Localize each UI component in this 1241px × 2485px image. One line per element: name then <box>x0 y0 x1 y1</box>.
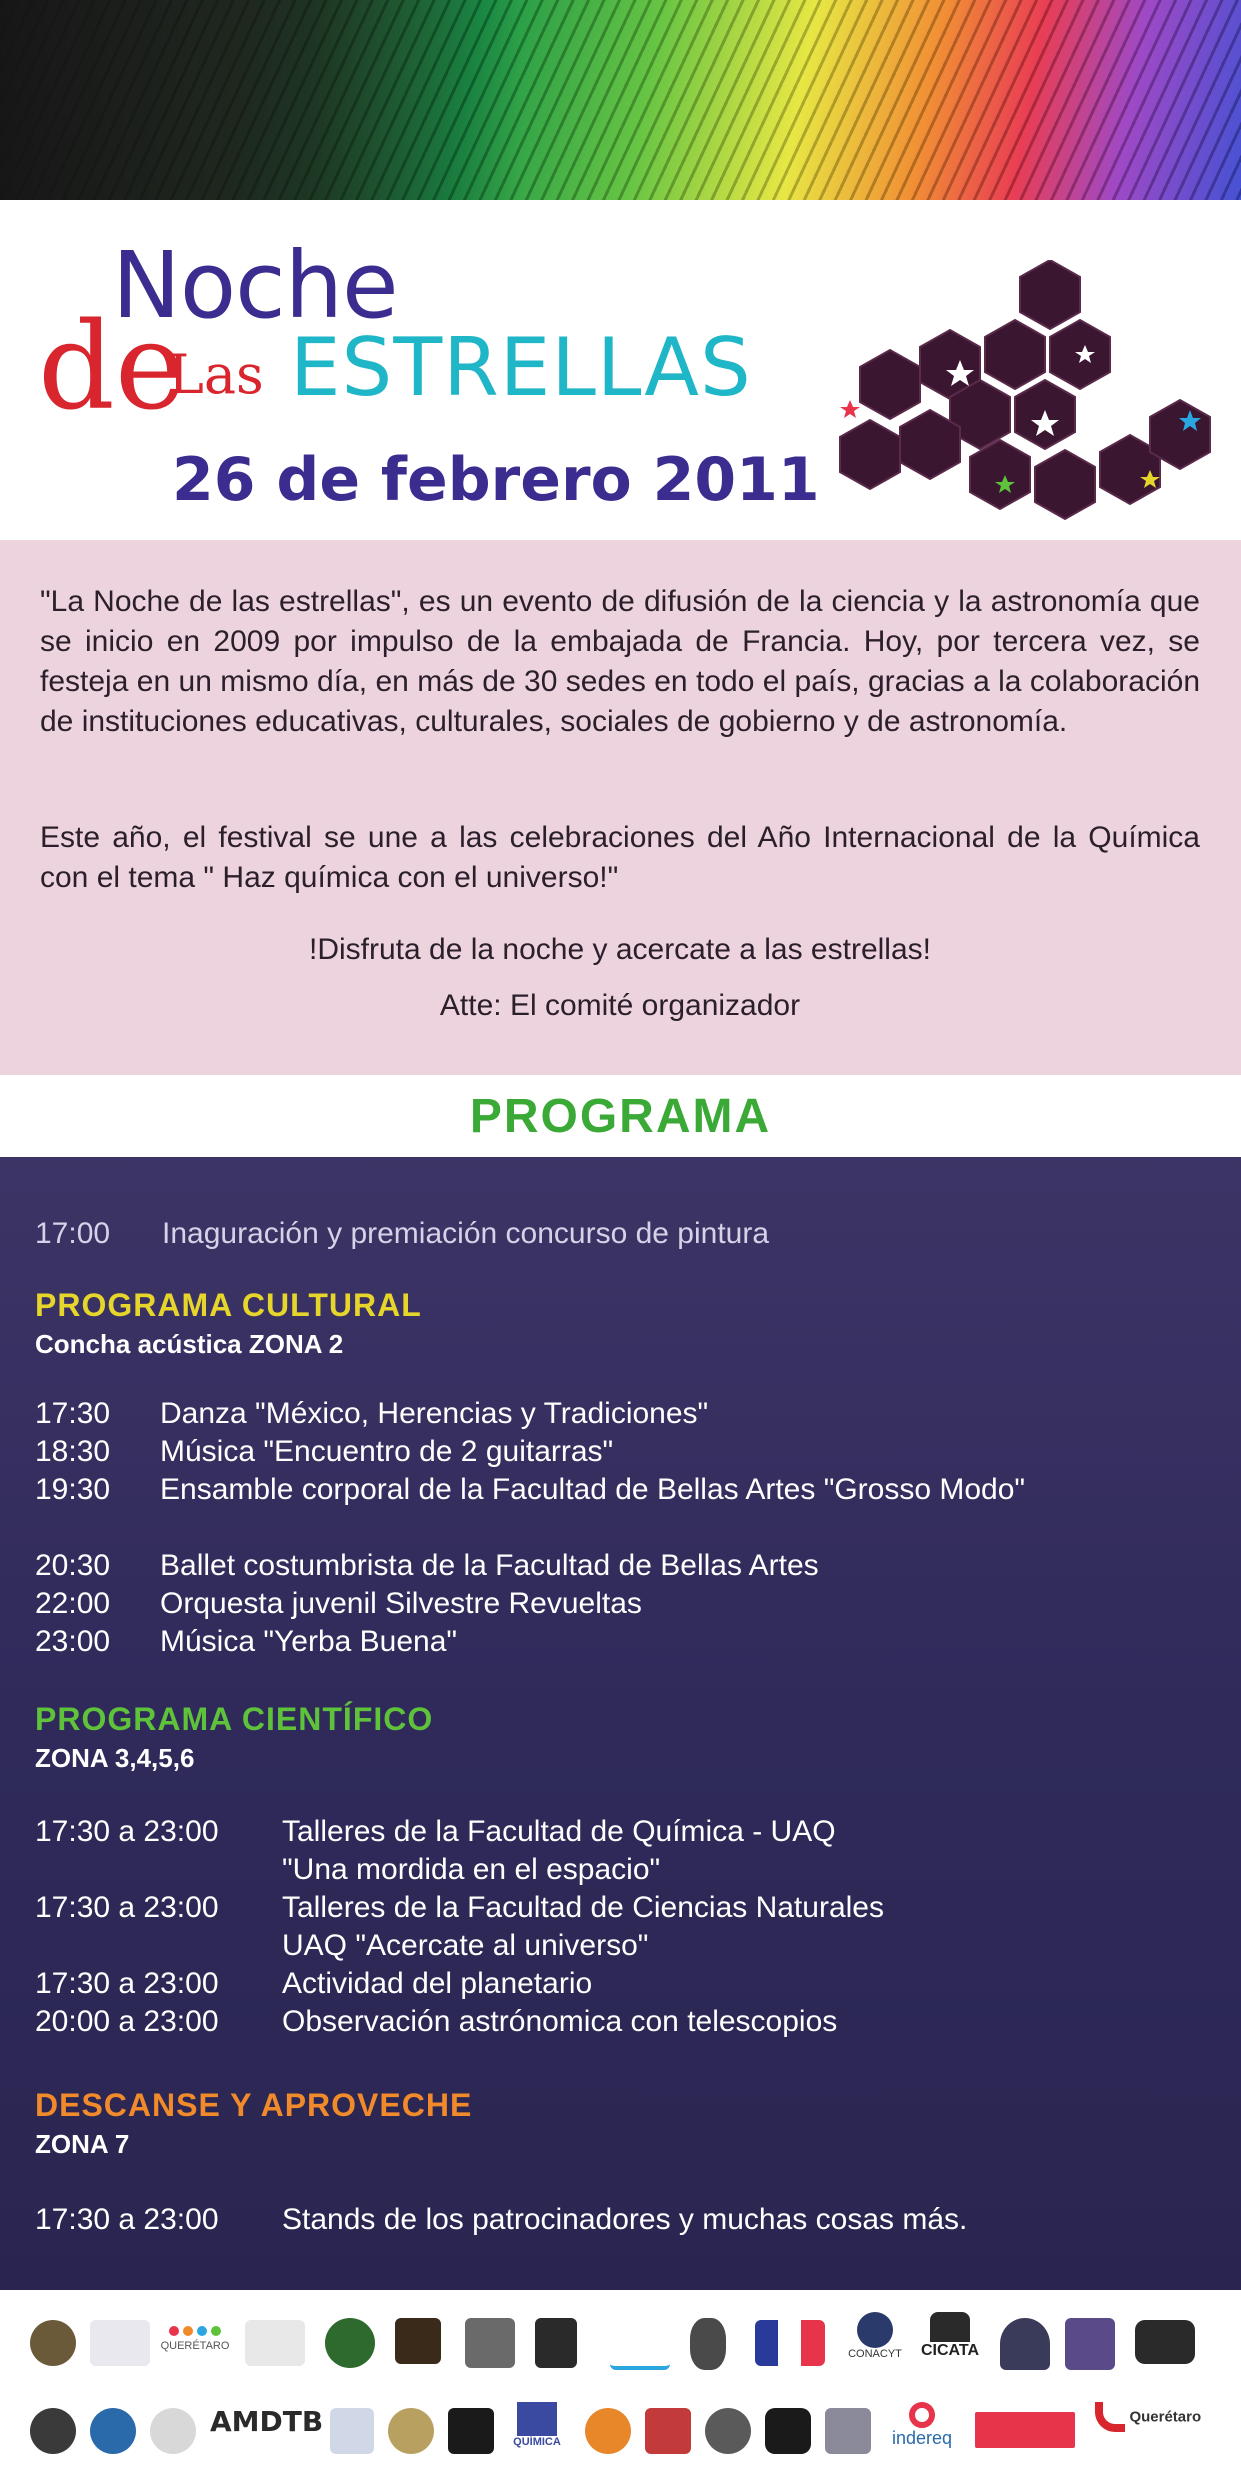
cultural-time: 22:00 <box>35 1587 111 1620</box>
queretaro-state-label: Querétaro <box>1129 2408 1202 2426</box>
amdtb-logo-icon <box>210 2405 324 2455</box>
quimica-q-logo-icon <box>535 2318 577 2368</box>
cientifico-title: PROGRAMA CIENTÍFICO <box>35 1701 434 1737</box>
seal-logo-icon <box>150 2408 196 2454</box>
intro-paragraph: "La Noche de las estrellas", es un evento de difusión de la ciencia y la astronomía que se inicio en 2009 por impulso de la embajada de Francia. Hoy, por tercera vez, se festeja en un mismo día, en más de 30 sedes en todo el país, gracias a la colaboración de instituciones educativas, culturales, sociales de gobierno y de astronomía. <box>40 585 1200 738</box>
black-square-logo-icon <box>448 2408 494 2454</box>
cultural-text: Música "Encuentro de 2 guitarras" <box>160 1435 614 1468</box>
gray-circle-logo-icon <box>705 2408 751 2454</box>
cientifico-text: Talleres de la Facultad de Ciencias Naturales <box>282 1891 884 1924</box>
cultural-time: 18:30 <box>35 1435 111 1468</box>
cientifico-time: 17:30 a 23:00 <box>35 1815 219 1848</box>
opening-time: 17:00 <box>35 1217 111 1250</box>
cultural-text: Ensamble corporal de la Facultad de Bellas Artes "Grosso Modo" <box>160 1473 1026 1506</box>
cultural-title: PROGRAMA CULTURAL <box>35 1287 422 1323</box>
cientifico-text: Talleres de la Facultad de Química - UAQ <box>282 1815 836 1848</box>
descanse-title: DESCANSE Y APROVECHE <box>35 2087 473 2123</box>
conacyt-label: CONACYT <box>848 2348 902 2360</box>
program-section <box>0 1157 1241 2290</box>
amdtb-label: AMDTB <box>210 2405 324 2438</box>
queretaro-logo-icon <box>160 2320 230 2366</box>
cientifico-text-cont: UAQ "Acercate al universo" <box>282 1929 649 1962</box>
cultural-subtitle: Concha acústica ZONA 2 <box>35 1329 344 1359</box>
descanse-time: 17:30 a 23:00 <box>35 2203 219 2236</box>
cientifico-text: Observación astrónomica con telescopios <box>282 2005 838 2038</box>
opening-text: Inaguración y premiación concurso de pintura <box>162 1217 770 1250</box>
quimica-year-logo-icon <box>505 2402 569 2464</box>
emblem-logo-icon <box>330 2408 374 2454</box>
crest-logo-icon <box>30 2320 76 2366</box>
cicata-label: CICATA <box>920 2342 980 2359</box>
sponsor-logos <box>0 2290 1241 2485</box>
unam-logo-icon <box>465 2318 515 2368</box>
gold-seal-logo-icon <box>388 2408 434 2454</box>
queretaro-state-logo-icon <box>1095 2402 1215 2464</box>
title-de: de <box>38 298 186 437</box>
anthropology-logo-icon <box>395 2318 441 2364</box>
intro-signature: Atte: El comité organizador <box>439 989 801 1022</box>
intro-paragraph-theme: Este año, el festival se une a las celebraciones del Año Internacional de la Química con el tema " Haz química con el universo!" <box>40 821 1200 894</box>
top-banner <box>0 0 1241 200</box>
cientifico-subtitle: ZONA 3,4,5,6 <box>35 1743 195 1773</box>
crest-gray-logo-icon <box>825 2408 871 2454</box>
cultural-time: 20:30 <box>35 1549 111 1582</box>
title-las: Las <box>168 343 264 406</box>
queretaro-label: QUERÉTARO <box>160 2340 230 2352</box>
cultural-text: Música "Yerba Buena" <box>160 1625 458 1658</box>
science-logo-icon <box>325 2318 375 2368</box>
programa-title: PROGRAMA <box>469 1090 772 1143</box>
intro-call-to-action: !Disfruta de la noche y acercate a las estrellas! <box>309 933 931 966</box>
oval-logo-icon <box>690 2318 726 2370</box>
title-estrellas: ESTRELLAS <box>290 321 752 414</box>
cientifico-text: Actividad del planetario <box>282 1967 593 2000</box>
orange-logo-icon <box>585 2408 631 2454</box>
cientifico-time: 20:00 a 23:00 <box>35 2005 219 2038</box>
swoosh-logo-icon <box>610 2320 670 2370</box>
quimica-label: QUÍMICA <box>513 2436 561 2448</box>
cultural-time: 17:30 <box>35 1397 111 1430</box>
cultural-time: 23:00 <box>35 1625 111 1658</box>
institution-logo-icon <box>90 2320 150 2366</box>
title-header <box>0 200 1241 540</box>
cicata-logo-icon <box>915 2312 985 2374</box>
cultural-text: Danza "México, Herencias y Tradiciones" <box>160 1397 709 1430</box>
cultural-text: Orquesta juvenil Silvestre Revueltas <box>160 1587 642 1620</box>
intro-section <box>0 540 1241 1075</box>
red-crest-logo-icon <box>645 2408 691 2454</box>
france-embassy-logo-icon <box>755 2320 825 2366</box>
indereq-logo-icon <box>882 2402 962 2464</box>
conacyt-logo-icon <box>845 2312 905 2374</box>
descanse-text: Stands de los patrocinadores y muchas cosas más. <box>282 2203 968 2236</box>
film-logo-icon <box>1135 2320 1195 2364</box>
title-noche: Noche <box>112 232 398 339</box>
museum-logo-icon <box>765 2408 811 2454</box>
red-banner-logo-icon <box>975 2412 1075 2448</box>
cientifico-time: 17:30 a 23:00 <box>35 1967 219 2000</box>
planetarium-logo-icon <box>245 2320 305 2366</box>
hexagon-stars-icon <box>830 260 1240 560</box>
cultural-time: 19:30 <box>35 1473 111 1506</box>
university-shield-logo-icon <box>1000 2318 1050 2370</box>
pinwheel-logo-icon <box>1065 2318 1115 2370</box>
indereq-label: indereq <box>891 2428 953 2448</box>
cientifico-time: 17:30 a 23:00 <box>35 1891 219 1924</box>
globe-logo-icon <box>90 2408 136 2454</box>
astronomy-logo-icon <box>30 2408 76 2454</box>
cultural-text: Ballet costumbrista de la Facultad de Bellas Artes <box>160 1549 819 1582</box>
descanse-subtitle: ZONA 7 <box>35 2129 130 2159</box>
event-date: 26 de febrero 2011 <box>172 445 820 515</box>
cientifico-text-cont: "Una mordida en el espacio" <box>282 1853 661 1886</box>
programa-header <box>0 1075 1241 1157</box>
